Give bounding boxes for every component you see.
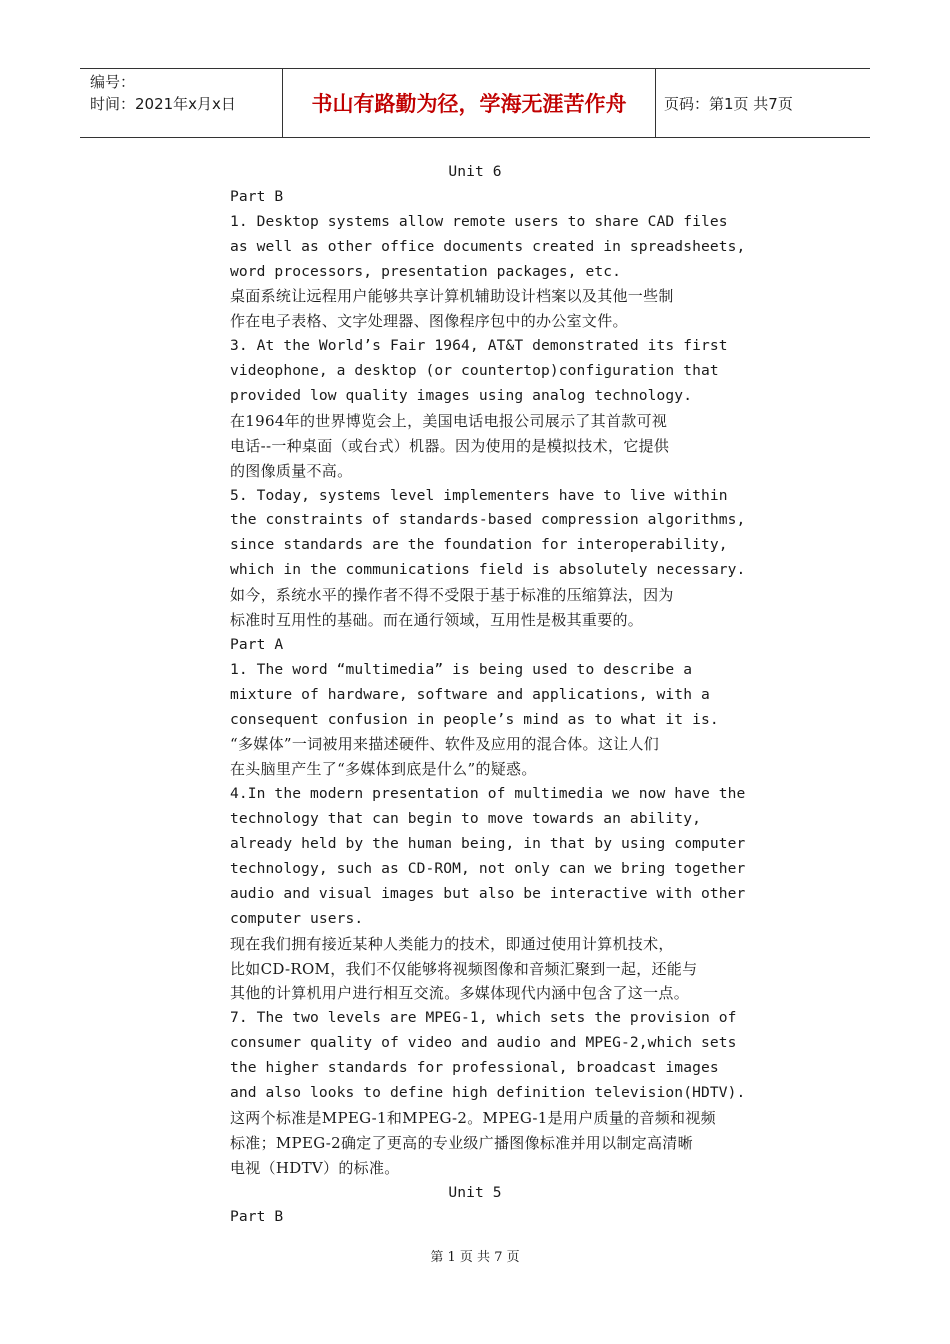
text-line: Part A [230,635,284,653]
text-line: mixture of hardware, software and applications, with a [230,685,710,703]
text-line: and also looks to define high definition television(HDTV). [230,1083,746,1101]
text-line: 这两个标准是MPEG-1和MPEG-2。MPEG-1是用户质量的音频和视频 [230,1108,716,1127]
text-line: technology, such as CD-ROM, not only can we bring together [230,859,746,877]
time-label: 时间：2021年x月x日 [90,95,236,113]
text-line: 如今，系统水平的操作者不得不受限于基于标准的压缩算法，因为 [230,586,674,605]
text-line: since standards are the foundation for interoperability, [230,536,728,554]
text-line: 标准；MPEG-2确定了更高的专业级广播图像标准并用以制定高清晰 [230,1133,693,1152]
header-motto: 书山有路勤为径，学海无涯苦作舟 [282,69,656,137]
text-line: 在1964年的世界博览会上，美国电话电报公司展示了其首款可视 [230,411,668,430]
text-line: videophone, a desktop (or countertop)configuration that [230,362,719,380]
text-line: word processors, presentation packages, etc. [230,262,621,280]
text-line: “多媒体”一词被用来描述硬件、软件及应用的混合体。这让人们 [230,735,660,754]
document-body [230,160,750,1230]
text-line: computer users. [230,909,364,927]
number-label: 编号： [90,73,136,91]
text-line: 电话--一种桌面（或台式）机器。因为使用的是模拟技术，它提供 [230,436,670,455]
text-line: 在头脑里产生了“多媒体到底是什么”的疑惑。 [230,760,537,779]
header-meta [80,69,282,137]
text-line: Unit 6 [448,163,502,180]
text-line: 现在我们拥有接近某种人类能力的技术，即通过使用计算机技术， [230,934,674,953]
text-line: 1. The word “multimedia” is being used to describe a [230,660,693,678]
text-line: consumer quality of video and audio and MPEG-2,which sets [230,1034,737,1052]
text-line: 桌面系统让远程用户能够共享计算机辅助设计档案以及其他一些制 [230,287,674,306]
text-line: the higher standards for professional, broadcast images [230,1059,719,1077]
text-line: 4.In the modern presentation of multimedia we now have the [230,785,746,803]
text-line: 7. The two levels are MPEG-1, which sets the provision of [230,1009,737,1027]
text-line: 3. At the World’s Fair 1964, AT&T demonstrated its first [230,337,728,355]
page-header [80,68,870,138]
text-line: 比如CD-ROM，我们不仅能够将视频图像和音频汇聚到一起，还能与 [230,959,698,978]
text-line: 的图像质量不高。 [230,461,353,480]
text-line: which in the communications field is absolutely necessary. [230,561,746,579]
text-line: 5. Today, systems level implementers have to live within [230,486,728,504]
text-line: already held by the human being, in that by using computer [230,835,746,853]
text-line: Unit 5 [448,1183,502,1201]
text-line: 电视（HDTV）的标准。 [230,1158,400,1177]
text-line: Part B [230,1208,284,1226]
text-line: Part B [230,187,284,205]
text-line: 作在电子表格、文字处理器、图像程序包中的办公室文件。 [230,312,628,331]
text-line: technology that can begin to move towards an ability, [230,810,701,828]
text-line: 标准时互用性的基础。而在通行领域，互用性是极其重要的。 [230,611,644,630]
text-line: 其他的计算机用户进行相互交流。多媒体现代内涵中包含了这一点。 [230,984,690,1003]
text-line: consequent confusion in people’s mind as to what it is. [230,710,719,728]
page-footer: 第 1 页 共 7 页 [430,1250,520,1265]
text-line: as well as other office documents created in spreadsheets, [230,237,746,255]
header-page-info: 页码：第1页 共7页 [664,94,793,113]
text-line: the constraints of standards-based compression algorithms, [230,511,746,529]
text-line: audio and visual images but also be interactive with other [230,884,746,902]
text-line: 1. Desktop systems allow remote users to share CAD files [230,212,728,230]
text-line: provided low quality images using analog technology. [230,387,693,405]
